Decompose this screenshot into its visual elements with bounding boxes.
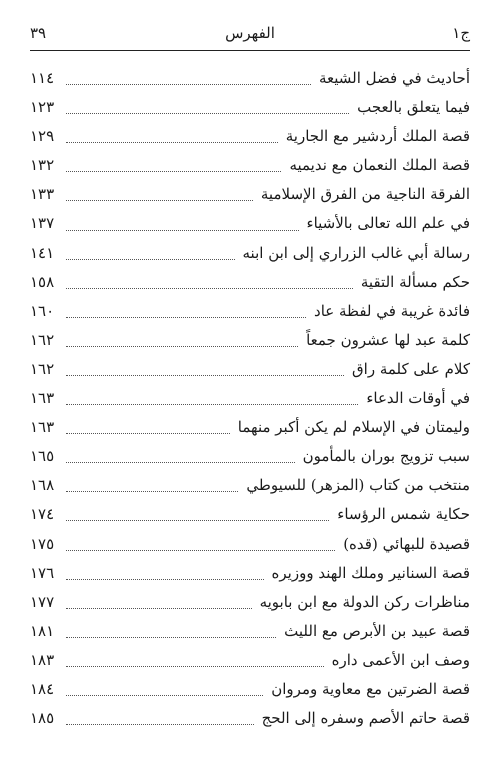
entry-page-number: ١٦٢ — [30, 330, 55, 349]
index-entry — [30, 530, 470, 559]
index-entry — [30, 588, 470, 617]
dot-leader — [66, 491, 238, 492]
entry-title: قصة السنانير وملك الهند ووزيره — [271, 563, 470, 582]
index-entry — [30, 384, 470, 413]
entry-page-number: ١٦٥ — [30, 447, 55, 466]
entry-title: كلمة عبد لها عشرون جمعاً — [306, 330, 470, 349]
entry-title: منتخب من كتاب (المزهر) للسيوطي — [246, 476, 470, 495]
entry-title: قصة الملك النعمان مع نديميه — [289, 156, 470, 175]
index-entry — [30, 675, 470, 704]
dot-leader — [66, 200, 253, 201]
entry-page-number: ١٦٣ — [30, 389, 55, 408]
entry-page-number: ١٤١ — [30, 243, 55, 262]
dot-leader — [66, 579, 264, 580]
dot-leader — [66, 317, 306, 318]
index-entry — [30, 268, 470, 297]
dot-leader — [66, 259, 235, 260]
dot-leader — [66, 462, 295, 463]
entry-title: قصيدة للبهائي (قده) — [343, 534, 470, 553]
dot-leader — [66, 171, 281, 172]
page-header — [30, 22, 470, 44]
index-entry — [30, 704, 470, 733]
entry-page-number: ١٨١ — [30, 621, 55, 640]
index-entry — [30, 209, 470, 238]
index-entry — [30, 500, 470, 529]
entry-title: حكم مسألة التقية — [360, 272, 470, 291]
index-entry — [30, 93, 470, 122]
entry-title: قصة عبيد بن الأبرص مع الليث — [284, 621, 470, 640]
entry-page-number: ١٧٤ — [30, 505, 55, 524]
index-entry — [30, 355, 470, 384]
entry-page-number: ١٣٧ — [30, 214, 55, 233]
dot-leader — [66, 724, 254, 725]
index-entry — [30, 413, 470, 442]
entry-page-number: ١٨٤ — [30, 679, 55, 698]
dot-leader — [66, 608, 252, 609]
entry-page-number: ١١٤ — [30, 69, 55, 87]
entry-title: في أوقات الدعاء — [366, 389, 470, 408]
entry-page-number: ١٣٢ — [30, 156, 55, 175]
dot-leader — [66, 637, 276, 638]
index-entry — [30, 239, 470, 268]
entry-page-number: ١٧٥ — [30, 534, 55, 553]
dot-leader — [66, 550, 335, 551]
index-entry — [30, 617, 470, 646]
page-number: ٣٩ — [30, 24, 47, 42]
index-entry — [30, 646, 470, 675]
entry-title: حكاية شمس الرؤساء — [337, 505, 470, 524]
index-entry — [30, 559, 470, 588]
dot-leader — [66, 695, 263, 696]
entry-title: كلام على كلمة راق — [352, 359, 470, 378]
entry-page-number: ١٣٣ — [30, 185, 55, 204]
entry-title: قصة حاتم الأصم وسفره إلى الحج — [261, 709, 470, 728]
dot-leader — [66, 520, 329, 521]
index-list — [30, 64, 470, 733]
volume-label: ج١ — [452, 24, 470, 42]
dot-leader — [66, 288, 353, 289]
dot-leader — [66, 404, 358, 405]
entry-page-number: ١٦٢ — [30, 359, 55, 378]
entry-page-number: ١٧٦ — [30, 563, 55, 582]
entry-title: في علم الله تعالى بالأشياء — [306, 214, 470, 233]
entry-title: مناظرات ركن الدولة مع ابن بابويه — [259, 592, 470, 611]
entry-page-number: ١٦٣ — [30, 418, 55, 437]
entry-page-number: ١٢٣ — [30, 98, 55, 117]
entry-title: قصة الملك أردشير مع الجارية — [285, 127, 470, 146]
entry-title: فائدة غريبة في لفظة عاد — [314, 301, 470, 320]
entry-title: رسالة أبي غالب الزراري إلى ابن ابنه — [242, 243, 470, 262]
entry-page-number: ١٢٩ — [30, 127, 55, 146]
dot-leader — [66, 433, 230, 434]
dot-leader — [66, 84, 311, 85]
index-entry — [30, 122, 470, 151]
dot-leader — [66, 346, 298, 347]
entry-page-number: ١٨٥ — [30, 709, 55, 728]
index-entry — [30, 326, 470, 355]
entry-page-number: ١٦٠ — [30, 301, 55, 320]
entry-page-number: ١٧٧ — [30, 592, 55, 611]
entry-title: الفرقة الناجية من الفرق الإسلامية — [260, 185, 470, 204]
header-rule — [30, 50, 470, 51]
index-entry — [30, 297, 470, 326]
entry-title: وليمتان في الإسلام لم يكن أكبر منهما — [237, 418, 470, 437]
entry-page-number: ١٨٣ — [30, 650, 55, 669]
entry-title: فيما يتعلق بالعجب — [357, 98, 470, 117]
entry-title: سبب تزويج بوران بالمأمون — [302, 447, 470, 466]
dot-leader — [66, 666, 324, 667]
index-entry — [30, 442, 470, 471]
page-title: الفهرس — [225, 24, 275, 42]
index-entry — [30, 151, 470, 180]
entry-title: وصف ابن الأعمى داره — [331, 650, 470, 669]
index-entry — [30, 180, 470, 209]
entry-page-number: ١٦٨ — [30, 476, 55, 495]
entry-title: أحاديث في فضل الشيعة — [318, 69, 470, 87]
entry-title: قصة الضرتين مع معاوية ومروان — [271, 679, 470, 698]
dot-leader — [66, 375, 344, 376]
index-entry — [30, 471, 470, 500]
dot-leader — [66, 142, 278, 143]
entry-page-number: ١٥٨ — [30, 272, 55, 291]
index-entry — [30, 64, 470, 93]
dot-leader — [66, 113, 349, 114]
dot-leader — [66, 230, 299, 231]
